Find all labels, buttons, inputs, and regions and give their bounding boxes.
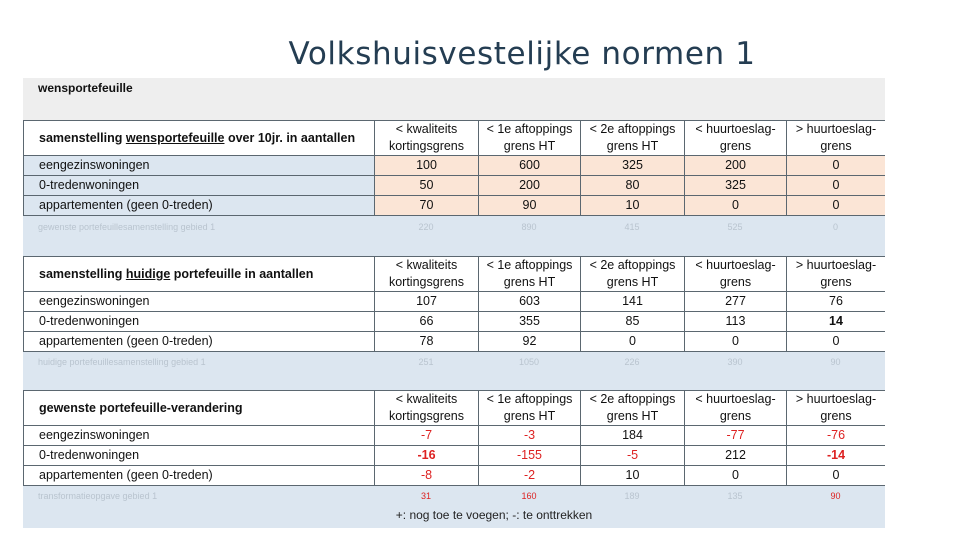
cell: 0 [685,332,787,352]
summary-label: transformatieopgave gebied 1 [38,491,158,501]
cell: 0 [787,156,886,176]
col-header-5: > huurtoeslag- grens [787,121,886,156]
cell: -16 [375,446,479,466]
cell: -3 [479,426,581,446]
cell: 90 [479,196,581,216]
col-header-3: < 2e aftoppings grens HT [581,121,685,156]
cell: 200 [685,156,787,176]
summary-value: 160 [521,491,537,501]
cell: 0 [787,332,886,352]
cell: 50 [375,176,479,196]
col-header-2: < 1e aftoppings grens HT [479,121,581,156]
cell: 107 [375,292,479,312]
sheet-title: wensportefeuille [23,78,885,120]
col-header-5: > huurtoeslag- grens [787,257,886,292]
col-header-1: < kwaliteits kortingsgrens [375,391,479,426]
cell: -8 [375,466,479,486]
cell: -155 [479,446,581,466]
cell: 70 [375,196,479,216]
cell: -76 [787,426,886,446]
table-row [24,332,886,352]
summary-value: 890 [521,222,537,232]
summary-row [23,356,885,369]
row-label: 0-tredenwoningen [24,176,375,196]
cell: 100 [375,156,479,176]
cell: 0 [685,466,787,486]
row-label: appartementen (geen 0-treden) [24,466,375,486]
summary-value: 226 [624,357,640,367]
col-header-2: < 1e aftoppings grens HT [479,257,581,292]
summary-value: 0 [832,222,838,232]
summary-value: 135 [727,491,743,501]
table-row [24,446,886,466]
section-3-heading: gewenste portefeuille-verandering [24,391,375,426]
table-row [24,312,886,332]
cell: 200 [479,176,581,196]
row-label: 0-tredenwoningen [24,446,375,466]
cell: 66 [375,312,479,332]
summary-value: 90 [830,491,841,501]
section-huidige-portefeuille [23,256,885,352]
cell: 10 [581,196,685,216]
summary-value: 90 [830,357,841,367]
cell: 76 [787,292,886,312]
col-header-3: < 2e aftoppings grens HT [581,391,685,426]
table-row [24,466,886,486]
summary-label: huidige portefeuillesamenstelling gebied 1 [38,357,206,367]
col-header-5: > huurtoeslag- grens [787,391,886,426]
summary-value: 525 [727,222,743,232]
cell: 212 [685,446,787,466]
summary-value: 390 [727,357,743,367]
col-header-4: < huurtoeslag- grens [685,257,787,292]
cell: -14 [787,446,886,466]
cell: -5 [581,446,685,466]
col-header-1: < kwaliteits kortingsgrens [375,121,479,156]
cell: 85 [581,312,685,332]
cell: -7 [375,426,479,446]
row-label: eengezinswoningen [24,156,375,176]
cell: 0 [787,176,886,196]
col-header-4: < huurtoeslag- grens [685,391,787,426]
cell: 0 [787,196,886,216]
row-label: 0-tredenwoningen [24,312,375,332]
cell: 0 [685,196,787,216]
section-1-heading: samenstelling wensportefeuille over 10jr. in aantallen [24,121,375,156]
cell: 277 [685,292,787,312]
col-header-3: < 2e aftoppings grens HT [581,257,685,292]
cell: 141 [581,292,685,312]
cell: 600 [479,156,581,176]
cell: 0 [787,466,886,486]
cell: 14 [787,312,886,332]
cell: 355 [479,312,581,332]
cell: 325 [581,156,685,176]
cell: 92 [479,332,581,352]
summary-value: 251 [418,357,434,367]
summary-row [23,221,885,234]
cell: 78 [375,332,479,352]
table-row [24,292,886,312]
section-portefeuille-verandering [23,390,885,486]
table-row [24,426,886,446]
summary-value: 220 [418,222,434,232]
cell: 113 [685,312,787,332]
slide-title: Volkshuisvestelijke normen 1 [288,36,756,72]
summary-value: 189 [624,491,640,501]
summary-value: 31 [420,491,431,501]
footnote: +: nog toe te voegen; -: te onttrekken [395,508,593,522]
table-row [24,176,886,196]
summary-row [23,490,885,503]
row-label: appartementen (geen 0-treden) [24,196,375,216]
col-header-1: < kwaliteits kortingsgrens [375,257,479,292]
summary-value: 1050 [518,357,540,367]
cell: 184 [581,426,685,446]
cell: -77 [685,426,787,446]
cell: 603 [479,292,581,312]
cell: 325 [685,176,787,196]
col-header-4: < huurtoeslag- grens [685,121,787,156]
table-row [24,196,886,216]
section-2-heading: samenstelling huidige portefeuille in aantallen [24,257,375,292]
section-wensportefeuille [23,120,885,216]
col-header-2: < 1e aftoppings grens HT [479,391,581,426]
cell: 10 [581,466,685,486]
table-row [24,156,886,176]
cell: 0 [581,332,685,352]
summary-value: 415 [624,222,640,232]
row-label: eengezinswoningen [24,292,375,312]
row-label: appartementen (geen 0-treden) [24,332,375,352]
spreadsheet-table [23,78,885,528]
summary-label: gewenste portefeuillesamenstelling gebied 1 [38,222,216,232]
cell: -2 [479,466,581,486]
row-label: eengezinswoningen [24,426,375,446]
cell: 80 [581,176,685,196]
